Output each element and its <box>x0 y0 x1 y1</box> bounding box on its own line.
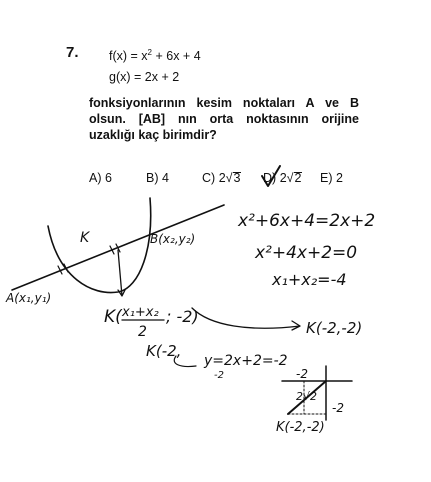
option-c-radicand: 3 <box>233 171 241 185</box>
f-right: + 6x + 4 <box>152 49 201 64</box>
label-b: B(x₂,y₂) <box>150 232 196 246</box>
midpoint-arrow <box>118 250 125 296</box>
option-d-prefix: 2 <box>279 171 287 185</box>
option-d-radicand: 2 <box>294 171 302 185</box>
midpoint-denominator: 2 <box>138 324 147 340</box>
option-c[interactable]: C) 2√3 <box>202 171 241 185</box>
option-a-value: 6 <box>104 171 112 185</box>
f-left: f(x) = x <box>109 49 148 64</box>
option-c-letter: C) <box>202 171 216 185</box>
midpoint-k: K( <box>104 307 122 327</box>
equation-1: x²+6x+4=2x+2 <box>238 211 376 231</box>
question-number: 7. <box>66 44 79 61</box>
distance-label: 2√2 <box>296 390 318 403</box>
midpoint-y: ; -2) <box>166 307 199 326</box>
f-exponent: 2 <box>147 48 152 57</box>
bottom-k: K(-2,-2) <box>276 420 325 435</box>
option-c-prefix: 2 <box>218 171 226 185</box>
line-equation: y=2x+2=-2 <box>204 353 288 369</box>
equation-3: x₁+x₂=-4 <box>272 270 347 289</box>
label-a: A(x₁,y₁) <box>6 291 52 305</box>
label-k: K <box>80 230 90 246</box>
equation-2: x²+4x+2=0 <box>255 243 358 263</box>
option-b-value: 4 <box>161 171 169 185</box>
answer-check-mark <box>262 166 280 186</box>
option-e-value: 2 <box>335 171 343 185</box>
parabola-sketch <box>48 198 151 293</box>
option-d-letter: D) <box>263 171 277 185</box>
k-open: K(-2, <box>146 342 182 360</box>
axis-y-label: -2 <box>332 401 344 415</box>
option-d[interactable]: D) 2√2 <box>263 171 302 185</box>
option-b-letter: B) <box>146 171 159 185</box>
result-arrow <box>192 308 300 330</box>
option-e-letter: E) <box>320 171 333 185</box>
midpoint-numerator: x₁+x₂ <box>122 305 159 320</box>
question-stem: fonksiyonlarının kesim noktaları A ve B olsun. [AB] nın orta noktasının orijine uzaklığı kaç birimdir? <box>89 96 359 142</box>
function-g: g(x) = 2x + 2 <box>109 70 180 84</box>
option-a-letter: A) <box>89 171 102 185</box>
line-subscript: -2 <box>214 370 224 381</box>
axis-x-label: -2 <box>296 367 308 381</box>
result-k: K(-2,-2) <box>306 319 363 337</box>
